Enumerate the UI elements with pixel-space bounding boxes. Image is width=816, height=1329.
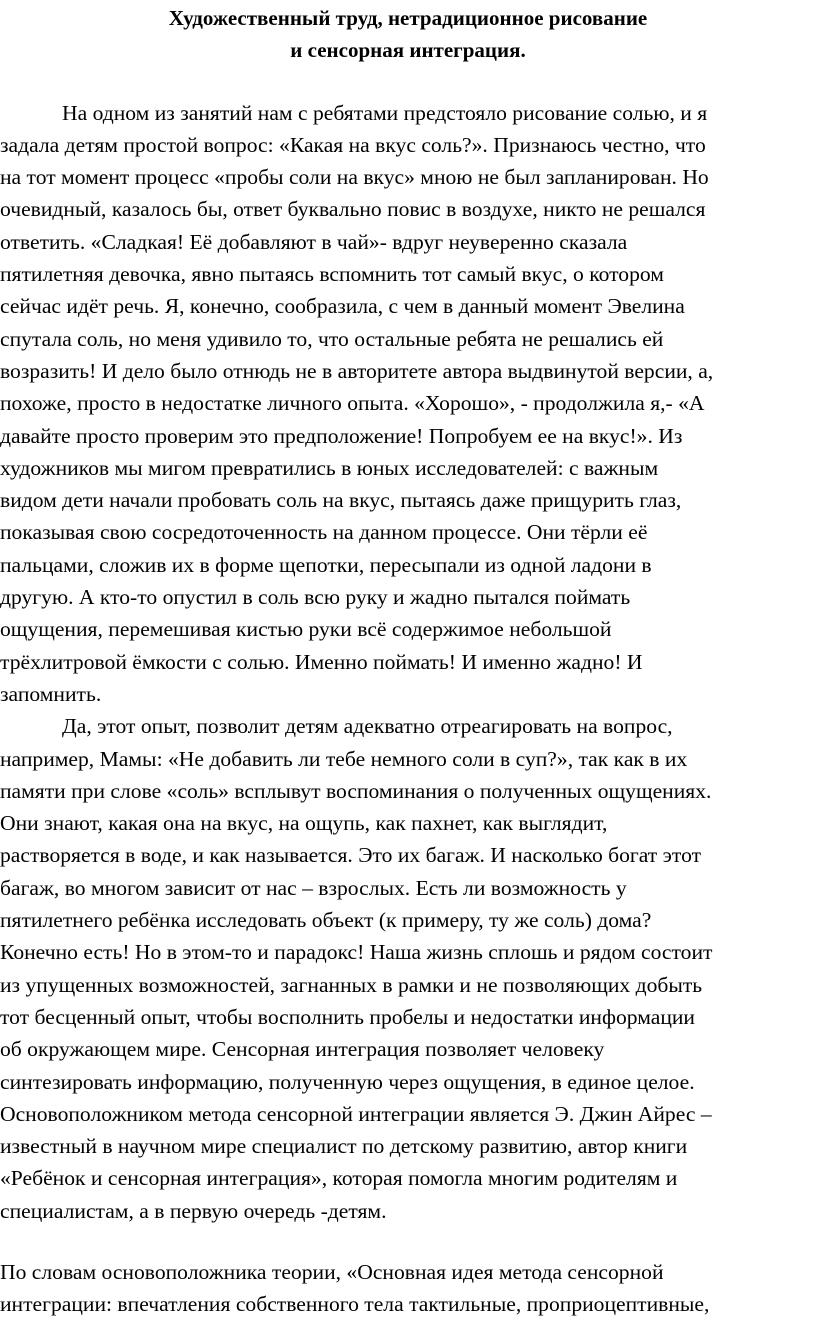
text-line: возразить! И дело было отнюдь не в авторитете автора выдвинутой версии, а, [0,358,714,383]
text-line: ответить. «Сладкая! Её добавляют в чай»- вдруг неуверенно сказала [0,229,628,254]
text-line: Конечно есть! Но в этом-то и парадокс! Наша жизнь сплошь и рядом состоит [0,940,713,965]
title-line: Художественный труд, нетрадиционное рисование [168,6,648,30]
text-line: пальцами, сложив их в форме щепотки, пересыпали из одной ладони в [0,552,652,577]
text-line: например, Мамы: «Не добавить ли тебе немного соли в суп?», так как в их [0,746,688,771]
text-line: видом дети начали пробовать соль на вкус, пытаясь даже прищурить глаз, [0,488,682,513]
title-line: и сенсорная интеграция. [290,38,526,63]
text-line: памяти при слове «соль» всплывут воспоминания о полученных ощущениях. [0,778,712,803]
text-line: Основоположником метода сенсорной интеграции является Э. Джин Айрес – [0,1101,712,1126]
text-line: растворяется в воде, и как называется. Это их багаж. И насколько богат этот [0,843,702,868]
text-line: интеграции: впечатления собственного тела тактильные, проприоцептивные, [0,1292,710,1317]
text-line: синтезировать информацию, полученную через ощущения, в единое целое. [0,1069,695,1094]
text-line: показывая свою сосредоточенность на данном процессе. Они тёрли её [0,520,648,545]
text-line: похоже, просто в недостатке личного опыта. «Хорошо», - продолжила я,- «А [0,391,705,416]
document [0,2,816,1321]
text-line: специалистам, а в первую очередь -детям. [0,1198,387,1223]
text-line: запомнить. [0,681,102,706]
text-line: пятилетнего ребёнка исследовать объект (к примеру, ту же соль) дома? [0,908,652,933]
text-line: об окружающем мире. Сенсорная интеграция позволяет человеку [0,1037,605,1062]
document-title [0,2,816,67]
text-line: пятилетняя девочка, явно пытаясь вспомнить тот самый вкус, о котором [0,262,664,287]
text-line: художников мы мигом превратились в юных исследователей: с важным [0,455,659,480]
text-line: сейчас идёт речь. Я, конечно, сообразила, с чем в данный момент Эвелина [0,294,685,319]
text-line: на тот момент процесс «пробы соли на вкус» мною не был запланирован. Но [0,165,709,190]
text-line: спутала соль, но меня удивило то, что остальные ребята не решались ей [0,326,664,351]
text-line: другую. А кто-то опустил в соль всю руку и жадно пытался поймать [0,585,631,610]
paragraph-3 [0,1256,816,1321]
text-line: На одном из занятий нам с ребятами предстояло рисование солью, и я [62,100,708,125]
paragraph-2 [0,710,816,1227]
text-line: очевидный, казалось бы, ответ буквально повис в воздухе, никто не решался [0,197,706,222]
text-line: «Ребёнок и сенсорная интеграция», которая помогла многим родителям и [0,1166,678,1191]
text-line: багаж, во многом зависит от нас – взрослых. Есть ли возможность у [0,875,627,900]
text-line: известный в научном мире специалист по детскому развитию, автор книги [0,1134,688,1159]
text-line: тот бесценный опыт, чтобы восполнить пробелы и недостатки информации [0,1004,695,1029]
text-line: задала детям простой вопрос: «Какая на вкус соль?». Признаюсь честно, что [0,132,706,157]
text-line: из упущенных возможностей, загнанных в рамки и не позволяющих добыть [0,972,703,997]
text-line: По словам основоположника теории, «Основная идея метода сенсорной [0,1259,664,1284]
text-line: давайте просто проверим это предположение! Попробуем ее на вкус!». Из [0,423,683,448]
text-line: Они знают, какая она на вкус, на ощупь, как пахнет, как выглядит, [0,811,608,836]
text-line: трёхлитровой ёмкости с солью. Именно поймать! И именно жадно! И [0,649,643,674]
text-line: ощущения, перемешивая кистью руки всё содержимое небольшой [0,617,612,642]
paragraph-1 [0,97,816,711]
text-line: Да, этот опыт, позволит детям адекватно отреагировать на вопрос, [62,714,673,739]
